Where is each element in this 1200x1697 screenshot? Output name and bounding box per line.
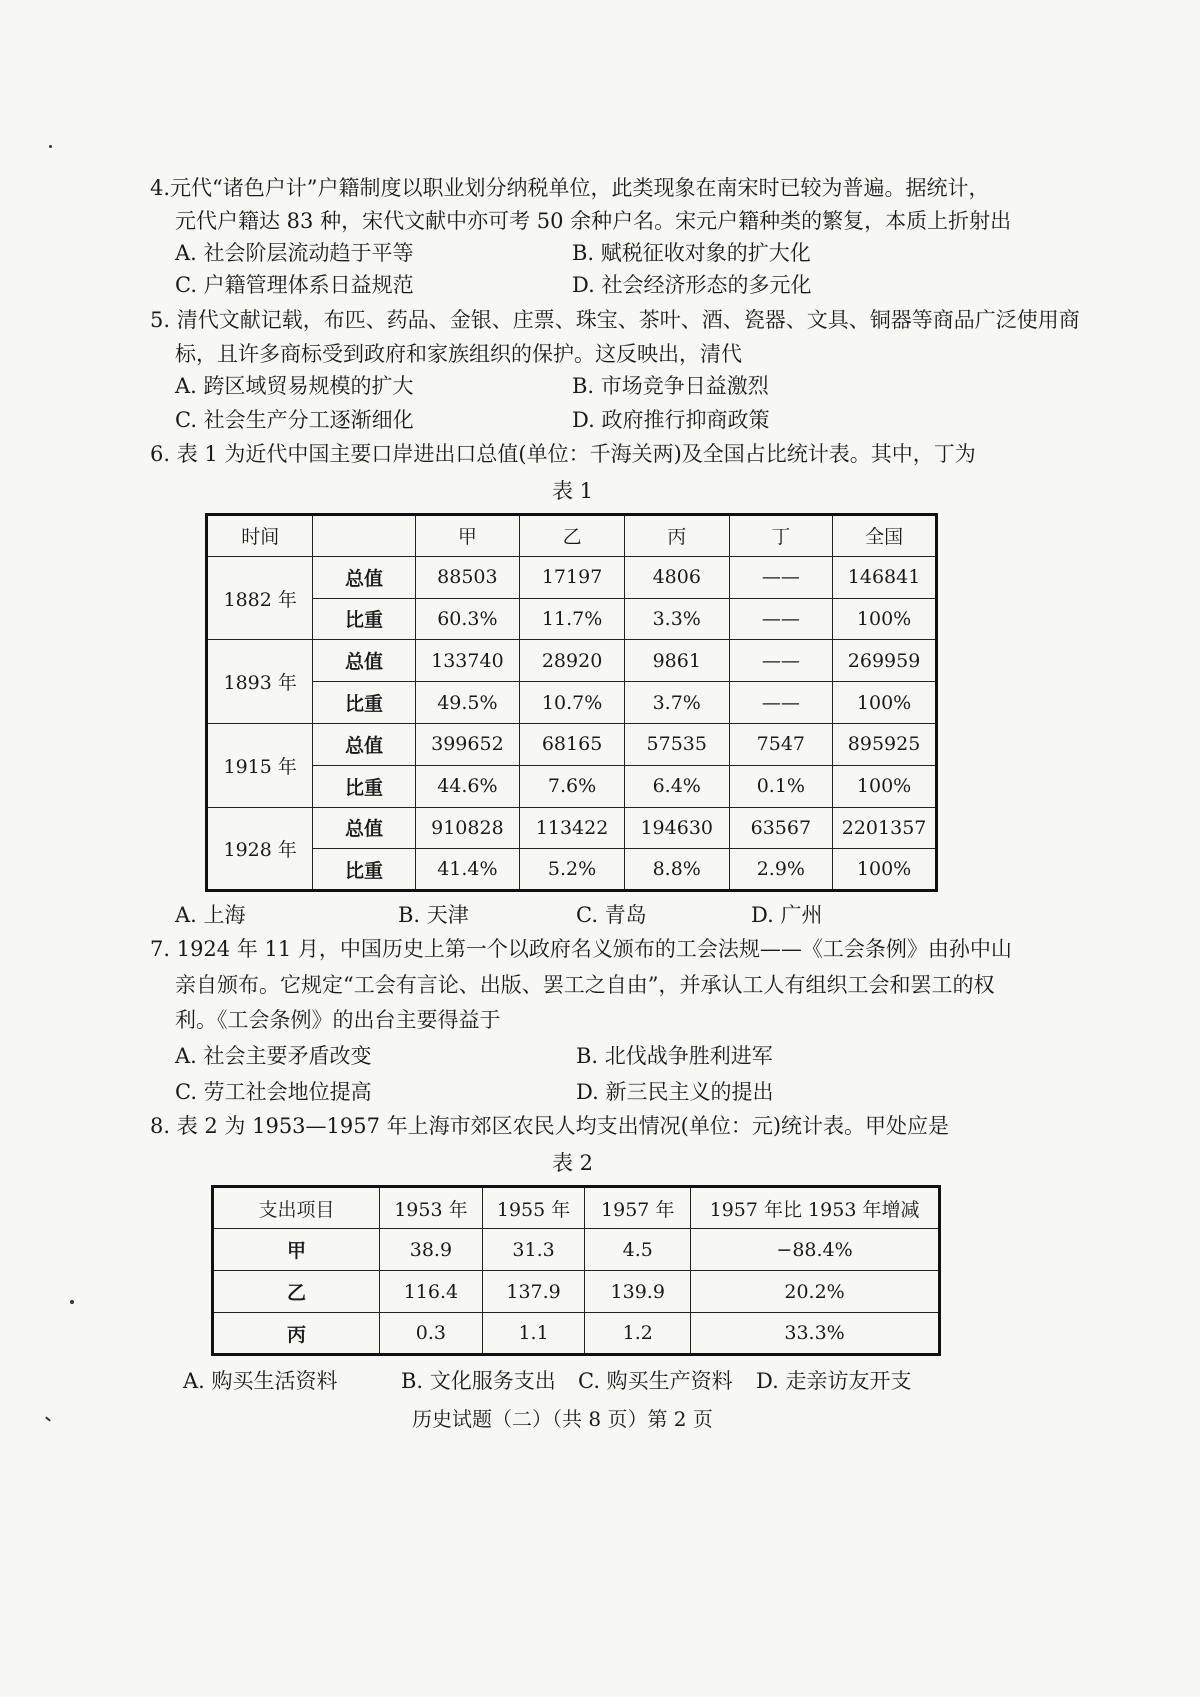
table1-label-cell: 总值 [313, 807, 415, 849]
q4-option-d: D. 社会经济形态的多元化 [572, 273, 812, 297]
table1-value-cell: 17197 [520, 556, 625, 598]
table1-value-cell: 146841 [833, 556, 937, 598]
table1-value-cell: 269959 [833, 640, 937, 682]
table1-value-cell: 100% [833, 849, 937, 891]
table1-header-cell [313, 515, 415, 557]
q8-stem-line1: 8. 表 2 为 1953—1957 年上海市郊区农民人均支出情况(单位：元)统计表。甲处应是 [150, 1114, 950, 1138]
table2-header-cell: 1957 年比 1953 年增减 [691, 1187, 940, 1229]
q7-stem-line2: 亲自颁布。它规定“工会有言论、出版、罢工之自由”，并承认工人有组织工会和罢工的权 [175, 973, 995, 997]
table1-value-cell: 895925 [833, 723, 937, 765]
page-footer: 历史试题（二）（共 8 页）第 2 页 [412, 1407, 713, 1431]
q4-option-b: B. 赋税征收对象的扩大化 [572, 241, 811, 265]
table1-label-cell: 总值 [313, 723, 415, 765]
q5-stem-line2: 标，且许多商标受到政府和家族组织的保护。这反映出，清代 [175, 342, 742, 366]
table1-value-cell: 10.7% [520, 682, 625, 724]
table1-label-cell: 比重 [313, 598, 415, 640]
table1-value-cell: 113422 [520, 807, 625, 849]
q7-option-b: B. 北伐战争胜利进军 [576, 1044, 773, 1068]
table1-value-cell: 399652 [415, 723, 520, 765]
scan-speck [49, 145, 52, 148]
table2-row [213, 1313, 940, 1355]
table2-row [213, 1271, 940, 1313]
table2-value-cell: 38.9 [380, 1229, 483, 1271]
q6-option-a: A. 上海 [175, 903, 246, 927]
table1-value-cell: 3.7% [624, 682, 729, 724]
scan-speck [45, 1416, 51, 1421]
table2-header-cell: 1953 年 [380, 1187, 483, 1229]
table2-row [213, 1229, 940, 1271]
scan-speck [70, 1300, 74, 1304]
table1-header-cell: 全国 [833, 515, 937, 557]
table1-value-cell: 68165 [520, 723, 625, 765]
q4-stem-line1: 4.元代“诸色户计”户籍制度以职业划分纳税单位，此类现象在南宋时已较为普遍。据统计， [150, 176, 990, 200]
table2-value-cell: 31.3 [482, 1229, 585, 1271]
table1-value-cell: 100% [833, 598, 937, 640]
table1-caption: 表 1 [552, 479, 594, 503]
table2-value-cell: 0.3 [380, 1313, 483, 1355]
table1-value-cell: 194630 [624, 807, 729, 849]
q8-option-d: D. 走亲访友开支 [756, 1369, 912, 1393]
table1-value-cell: 910828 [415, 807, 520, 849]
table1-row [207, 849, 937, 891]
table1-header-cell: 丙 [624, 515, 729, 557]
q8-option-c: C. 购买生产资料 [578, 1369, 733, 1393]
table1-row [207, 598, 937, 640]
table2-value-cell: 4.5 [585, 1229, 691, 1271]
q5-option-b: B. 市场竞争日益激烈 [572, 374, 769, 398]
table2 [211, 1185, 941, 1356]
q5-stem-line1: 5. 清代文献记载，布匹、药品、金银、庄票、珠宝、茶叶、酒、瓷器、文具、铜器等商品广泛使用商 [150, 308, 1080, 332]
q7-stem-line3: 利。《工会条例》的出台主要得益于 [175, 1008, 501, 1032]
table1-value-cell: —— [729, 682, 833, 724]
table2-value-cell: 116.4 [380, 1271, 483, 1313]
table1-value-cell: 7.6% [520, 765, 625, 807]
table2-header-cell: 支出项目 [213, 1187, 380, 1229]
table1-year-cell: 1915 年 [207, 723, 313, 807]
table1-header-cell: 乙 [520, 515, 625, 557]
table2-value-cell: 137.9 [482, 1271, 585, 1313]
table1-value-cell: 28920 [520, 640, 625, 682]
table1-value-cell: 5.2% [520, 849, 625, 891]
table1-value-cell: 7547 [729, 723, 833, 765]
table1-header-cell: 丁 [729, 515, 833, 557]
q5-option-c: C. 社会生产分工逐渐细化 [175, 408, 414, 432]
table1-value-cell: 57535 [624, 723, 729, 765]
q5-option-d: D. 政府推行抑商政策 [572, 408, 770, 432]
table1-value-cell: —— [729, 556, 833, 598]
table1-value-cell: 3.3% [624, 598, 729, 640]
q4-option-a: A. 社会阶层流动趋于平等 [175, 241, 414, 265]
q7-option-c: C. 劳工社会地位提高 [175, 1080, 372, 1104]
table1-value-cell: 44.6% [415, 765, 520, 807]
table2-caption: 表 2 [552, 1151, 594, 1175]
q4-stem-line2: 元代户籍达 83 种，宋代文献中亦可考 50 余种户名。宋元户籍种类的繁复，本质上折射出 [175, 209, 1012, 233]
table1-value-cell: 11.7% [520, 598, 625, 640]
q6-option-d: D. 广州 [751, 903, 823, 927]
table1-value-cell: —— [729, 598, 833, 640]
table1-year-cell: 1893 年 [207, 640, 313, 724]
table1-header-cell: 甲 [415, 515, 520, 557]
table1-label-cell: 比重 [313, 682, 415, 724]
q4-option-c: C. 户籍管理体系日益规范 [175, 273, 414, 297]
table1-year-cell: 1928 年 [207, 807, 313, 891]
table2-value-cell: 1.1 [482, 1313, 585, 1355]
q6-stem-line1: 6. 表 1 为近代中国主要口岸进出口总值(单位：千海关两)及全国占比统计表。其中，丁为 [150, 442, 976, 466]
q7-option-a: A. 社会主要矛盾改变 [175, 1044, 372, 1068]
table2-value-cell: 33.3% [691, 1313, 940, 1355]
table1-row [207, 682, 937, 724]
table1-value-cell: 88503 [415, 556, 520, 598]
q8-option-a: A. 购买生活资料 [183, 1369, 338, 1393]
table1-row [207, 765, 937, 807]
table2-value-cell: −88.4% [691, 1229, 940, 1271]
table1-value-cell: 100% [833, 765, 937, 807]
table1-value-cell: 100% [833, 682, 937, 724]
table1-row [207, 640, 937, 682]
table1-label-cell: 比重 [313, 849, 415, 891]
table1-value-cell: 49.5% [415, 682, 520, 724]
q5-option-a: A. 跨区域贸易规模的扩大 [175, 374, 414, 398]
q7-option-d: D. 新三民主义的提出 [576, 1080, 774, 1104]
table1-year-cell: 1882 年 [207, 556, 313, 640]
table2-header-cell: 1955 年 [482, 1187, 585, 1229]
table1-value-cell: 63567 [729, 807, 833, 849]
table1-value-cell: 0.1% [729, 765, 833, 807]
table1 [205, 513, 938, 892]
q6-option-c: C. 青岛 [576, 903, 647, 927]
table1-row [207, 556, 937, 598]
table1-value-cell: 8.8% [624, 849, 729, 891]
table2-header-cell: 1957 年 [585, 1187, 691, 1229]
table1-value-cell: 60.3% [415, 598, 520, 640]
table1-header-cell: 时间 [207, 515, 313, 557]
q8-option-b: B. 文化服务支出 [401, 1369, 556, 1393]
q6-option-b: B. 天津 [398, 903, 469, 927]
table1-label-cell: 总值 [313, 640, 415, 682]
table1-value-cell: 133740 [415, 640, 520, 682]
table1-value-cell: 41.4% [415, 849, 520, 891]
table1-value-cell: 2201357 [833, 807, 937, 849]
table2-label-cell: 丙 [213, 1313, 380, 1355]
table1-value-cell: 9861 [624, 640, 729, 682]
table2-label-cell: 乙 [213, 1271, 380, 1313]
table1-row [207, 723, 937, 765]
table1-value-cell: 2.9% [729, 849, 833, 891]
q7-stem-line1: 7. 1924 年 11 月，中国历史上第一个以政府名义颁布的工会法规——《工会条例》由孙中山 [150, 937, 1012, 961]
table1-label-cell: 总值 [313, 556, 415, 598]
table1-label-cell: 比重 [313, 765, 415, 807]
table1-value-cell: 4806 [624, 556, 729, 598]
table1-value-cell: 6.4% [624, 765, 729, 807]
table1-row [207, 807, 937, 849]
table2-value-cell: 139.9 [585, 1271, 691, 1313]
table1-value-cell: —— [729, 640, 833, 682]
table2-value-cell: 1.2 [585, 1313, 691, 1355]
table2-value-cell: 20.2% [691, 1271, 940, 1313]
table2-label-cell: 甲 [213, 1229, 380, 1271]
